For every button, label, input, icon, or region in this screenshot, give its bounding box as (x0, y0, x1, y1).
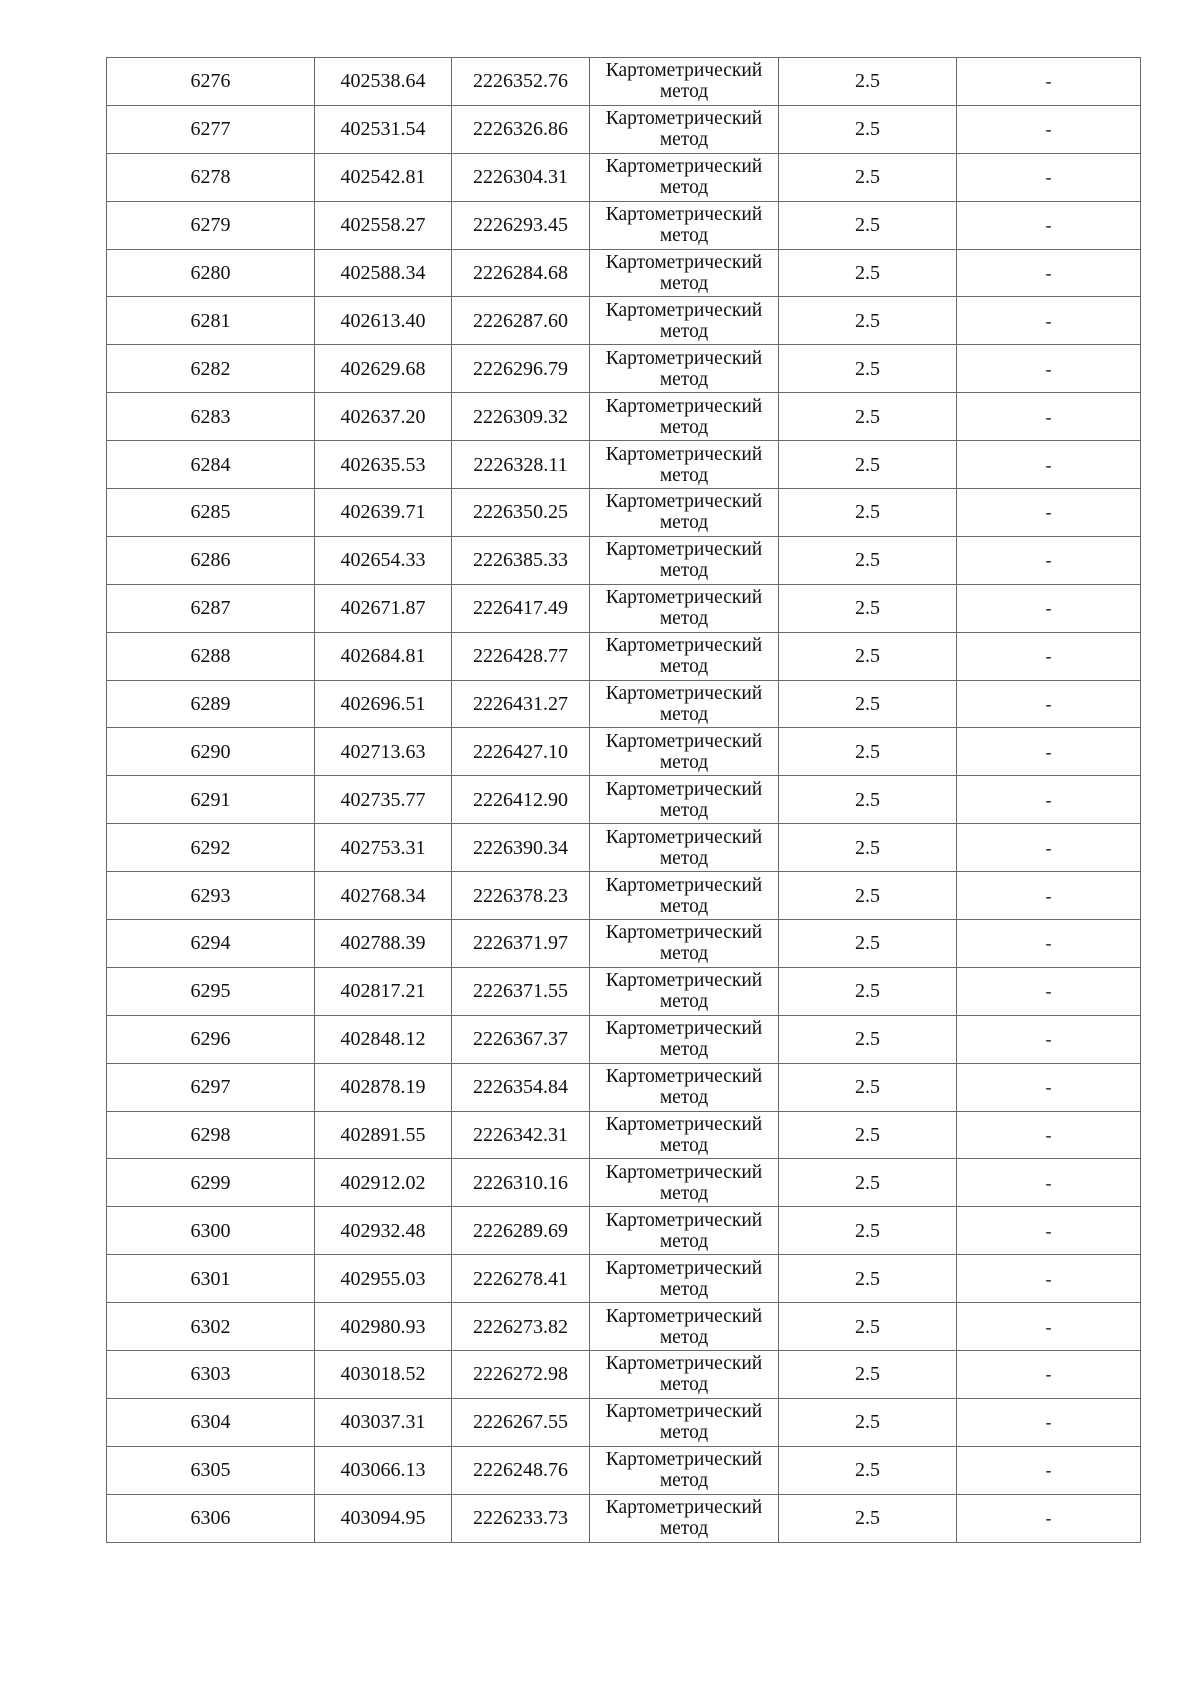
method-label-line1: Картометрический (605, 491, 763, 513)
accuracy-cell: 2.5 (779, 489, 957, 537)
method-label-line1: Картометрический (605, 874, 763, 896)
y-coordinate-cell: 2226390.34 (452, 824, 590, 872)
table-row (107, 967, 1141, 1015)
point-number-cell: 6287 (107, 584, 315, 632)
method-label-line1: Картометрический (605, 587, 763, 609)
point-number-cell: 6305 (107, 1446, 315, 1494)
y-coordinate-cell: 2226273.82 (452, 1303, 590, 1351)
accuracy-cell: 2.5 (779, 345, 957, 393)
x-coordinate-cell: 402635.53 (315, 441, 452, 489)
x-coordinate-cell: 402542.81 (315, 153, 452, 201)
method-label-line2: метод (659, 847, 709, 869)
x-coordinate-cell: 402768.34 (315, 872, 452, 920)
x-coordinate-cell: 402613.40 (315, 297, 452, 345)
table-row (107, 1446, 1141, 1494)
method-label-line1: Картометрический (605, 108, 763, 130)
method-label-line2: метод (659, 1230, 709, 1252)
method-label-line2: метод (659, 560, 709, 582)
note-cell: - (957, 1063, 1141, 1111)
point-number-cell: 6278 (107, 153, 315, 201)
method-label-line1: Картометрический (605, 252, 763, 273)
y-coordinate-cell: 2226284.68 (452, 249, 590, 297)
method-label-line1: Картометрический (605, 730, 763, 752)
table-row (107, 441, 1141, 489)
table-row (107, 1063, 1141, 1111)
accuracy-cell: 2.5 (779, 728, 957, 776)
y-coordinate-cell: 2226248.76 (452, 1446, 590, 1494)
point-number-cell: 6285 (107, 489, 315, 537)
table-row (107, 872, 1141, 920)
y-coordinate-cell: 2226296.79 (452, 345, 590, 393)
coordinates-table (106, 57, 1141, 1543)
method-label-line1: Картометрический (605, 1209, 763, 1231)
method-cell (590, 441, 779, 489)
table-row (107, 345, 1141, 393)
method-cell (590, 1207, 779, 1255)
method-cell (590, 1494, 779, 1542)
accuracy-cell: 2.5 (779, 1351, 957, 1399)
method-cell (590, 105, 779, 153)
method-label-line1: Картометрический (605, 635, 763, 657)
y-coordinate-cell: 2226417.49 (452, 584, 590, 632)
accuracy-cell: 2.5 (779, 1015, 957, 1063)
note-cell: - (957, 297, 1141, 345)
method-label-line1: Картометрический (605, 539, 763, 561)
y-coordinate-cell: 2226371.97 (452, 920, 590, 968)
method-cell (590, 824, 779, 872)
point-number-cell: 6280 (107, 249, 315, 297)
method-label-line2: метод (659, 1374, 709, 1396)
point-number-cell: 6304 (107, 1398, 315, 1446)
method-label-line2: метод (659, 129, 709, 151)
accuracy-cell: 2.5 (779, 105, 957, 153)
x-coordinate-cell: 402912.02 (315, 1159, 452, 1207)
point-number-cell: 6291 (107, 776, 315, 824)
accuracy-cell: 2.5 (779, 1398, 957, 1446)
x-coordinate-cell: 402891.55 (315, 1111, 452, 1159)
x-coordinate-cell: 402629.68 (315, 345, 452, 393)
x-coordinate-cell: 402848.12 (315, 1015, 452, 1063)
method-cell (590, 584, 779, 632)
method-cell (590, 1063, 779, 1111)
note-cell: - (957, 1494, 1141, 1542)
method-cell (590, 1351, 779, 1399)
point-number-cell: 6289 (107, 680, 315, 728)
method-cell (590, 632, 779, 680)
table-row (107, 680, 1141, 728)
note-cell: - (957, 1159, 1141, 1207)
method-cell (590, 920, 779, 968)
coordinates-table-body (107, 58, 1141, 1543)
y-coordinate-cell: 2226371.55 (452, 967, 590, 1015)
method-cell (590, 776, 779, 824)
method-cell (590, 1015, 779, 1063)
point-number-cell: 6288 (107, 632, 315, 680)
method-cell (590, 967, 779, 1015)
table-row (107, 824, 1141, 872)
table-row (107, 1303, 1141, 1351)
method-label-line1: Картометрический (605, 683, 763, 705)
accuracy-cell: 2.5 (779, 297, 957, 345)
y-coordinate-cell: 2226367.37 (452, 1015, 590, 1063)
x-coordinate-cell: 403037.31 (315, 1398, 452, 1446)
y-coordinate-cell: 2226342.31 (452, 1111, 590, 1159)
method-cell (590, 1303, 779, 1351)
method-cell (590, 249, 779, 297)
table-row (107, 1015, 1141, 1063)
point-number-cell: 6302 (107, 1303, 315, 1351)
point-number-cell: 6282 (107, 345, 315, 393)
accuracy-cell: 2.5 (779, 249, 957, 297)
method-cell (590, 728, 779, 776)
x-coordinate-cell: 402696.51 (315, 680, 452, 728)
x-coordinate-cell: 402654.33 (315, 536, 452, 584)
method-label-line2: метод (659, 1087, 709, 1109)
note-cell: - (957, 1398, 1141, 1446)
method-label-line2: метод (659, 1278, 709, 1300)
point-number-cell: 6299 (107, 1159, 315, 1207)
note-cell: - (957, 1351, 1141, 1399)
y-coordinate-cell: 2226354.84 (452, 1063, 590, 1111)
accuracy-cell: 2.5 (779, 584, 957, 632)
accuracy-cell: 2.5 (779, 153, 957, 201)
table-row (107, 536, 1141, 584)
y-coordinate-cell: 2226385.33 (452, 536, 590, 584)
method-cell (590, 1398, 779, 1446)
method-label-line1: Картометрический (605, 1353, 763, 1375)
accuracy-cell: 2.5 (779, 1303, 957, 1351)
table-row (107, 920, 1141, 968)
accuracy-cell: 2.5 (779, 872, 957, 920)
method-cell (590, 1111, 779, 1159)
x-coordinate-cell: 403066.13 (315, 1446, 452, 1494)
method-cell (590, 153, 779, 201)
method-label-line1: Картометрический (605, 1066, 763, 1088)
method-label-line2: метод (659, 1326, 709, 1348)
method-label-line1: Картометрический (605, 826, 763, 848)
table-row (107, 1398, 1141, 1446)
note-cell: - (957, 201, 1141, 249)
x-coordinate-cell: 402980.93 (315, 1303, 452, 1351)
method-cell (590, 680, 779, 728)
note-cell: - (957, 58, 1141, 106)
point-number-cell: 6294 (107, 920, 315, 968)
method-label-line2: метод (659, 416, 709, 438)
method-cell (590, 872, 779, 920)
note-cell: - (957, 536, 1141, 584)
table-row (107, 1207, 1141, 1255)
x-coordinate-cell: 402788.39 (315, 920, 452, 968)
table-row (107, 1255, 1141, 1303)
accuracy-cell: 2.5 (779, 536, 957, 584)
method-cell (590, 489, 779, 537)
x-coordinate-cell: 402671.87 (315, 584, 452, 632)
y-coordinate-cell: 2226431.27 (452, 680, 590, 728)
accuracy-cell: 2.5 (779, 776, 957, 824)
y-coordinate-cell: 2226304.31 (452, 153, 590, 201)
note-cell: - (957, 584, 1141, 632)
y-coordinate-cell: 2226328.11 (452, 441, 590, 489)
accuracy-cell: 2.5 (779, 1207, 957, 1255)
accuracy-cell: 2.5 (779, 201, 957, 249)
point-number-cell: 6277 (107, 105, 315, 153)
point-number-cell: 6300 (107, 1207, 315, 1255)
y-coordinate-cell: 2226293.45 (452, 201, 590, 249)
note-cell: - (957, 1015, 1141, 1063)
method-label-line2: метод (659, 704, 709, 726)
x-coordinate-cell: 402637.20 (315, 393, 452, 441)
note-cell: - (957, 441, 1141, 489)
y-coordinate-cell: 2226326.86 (452, 105, 590, 153)
y-coordinate-cell: 2226378.23 (452, 872, 590, 920)
point-number-cell: 6283 (107, 393, 315, 441)
accuracy-cell: 2.5 (779, 441, 957, 489)
x-coordinate-cell: 402684.81 (315, 632, 452, 680)
method-label-line2: метод (659, 799, 709, 821)
point-number-cell: 6276 (107, 58, 315, 106)
method-label-line1: Картометрический (605, 1497, 763, 1519)
point-number-cell: 6281 (107, 297, 315, 345)
table-row (107, 58, 1141, 106)
method-label-line1: Картометрический (605, 204, 763, 226)
method-label-line1: Картометрический (605, 1257, 763, 1279)
note-cell: - (957, 776, 1141, 824)
note-cell: - (957, 1111, 1141, 1159)
y-coordinate-cell: 2226278.41 (452, 1255, 590, 1303)
point-number-cell: 6292 (107, 824, 315, 872)
x-coordinate-cell: 402735.77 (315, 776, 452, 824)
method-label-line1: Картометрический (605, 1305, 763, 1327)
accuracy-cell: 2.5 (779, 58, 957, 106)
accuracy-cell: 2.5 (779, 680, 957, 728)
x-coordinate-cell: 402588.34 (315, 249, 452, 297)
table-row (107, 297, 1141, 345)
point-number-cell: 6301 (107, 1255, 315, 1303)
x-coordinate-cell: 402817.21 (315, 967, 452, 1015)
x-coordinate-cell: 402558.27 (315, 201, 452, 249)
x-coordinate-cell: 403094.95 (315, 1494, 452, 1542)
accuracy-cell: 2.5 (779, 1063, 957, 1111)
method-cell (590, 345, 779, 393)
method-label-line2: метод (659, 1470, 709, 1492)
method-label-line2: метод (659, 1422, 709, 1444)
x-coordinate-cell: 402639.71 (315, 489, 452, 537)
method-label-line1: Картометрический (605, 1114, 763, 1136)
table-row (107, 632, 1141, 680)
method-cell (590, 58, 779, 106)
method-label-line2: метод (659, 1518, 709, 1540)
method-label-line2: метод (659, 368, 709, 390)
table-row (107, 105, 1141, 153)
method-label-line2: метод (659, 81, 709, 103)
method-label-line1: Картометрический (605, 395, 763, 417)
method-label-line2: метод (659, 895, 709, 917)
method-cell (590, 536, 779, 584)
method-label-line1: Картометрический (605, 1449, 763, 1471)
method-label-line1: Картометрический (605, 347, 763, 369)
note-cell: - (957, 680, 1141, 728)
note-cell: - (957, 1446, 1141, 1494)
method-label-line1: Картометрический (605, 60, 763, 82)
method-label-line2: метод (659, 751, 709, 773)
table-row (107, 776, 1141, 824)
accuracy-cell: 2.5 (779, 1494, 957, 1542)
method-label-line2: метод (659, 1135, 709, 1157)
method-label-line2: метод (659, 225, 709, 247)
method-label-line1: Картометрический (605, 1161, 763, 1183)
point-number-cell: 6293 (107, 872, 315, 920)
note-cell: - (957, 967, 1141, 1015)
method-label-line1: Картометрический (605, 922, 763, 944)
note-cell: - (957, 1303, 1141, 1351)
method-label-line2: метод (659, 1039, 709, 1061)
y-coordinate-cell: 2226272.98 (452, 1351, 590, 1399)
note-cell: - (957, 920, 1141, 968)
note-cell: - (957, 105, 1141, 153)
x-coordinate-cell: 402878.19 (315, 1063, 452, 1111)
table-row (107, 393, 1141, 441)
table-row (107, 584, 1141, 632)
note-cell: - (957, 632, 1141, 680)
method-cell (590, 393, 779, 441)
y-coordinate-cell: 2226309.32 (452, 393, 590, 441)
x-coordinate-cell: 402531.54 (315, 105, 452, 153)
x-coordinate-cell: 403018.52 (315, 1351, 452, 1399)
point-number-cell: 6295 (107, 967, 315, 1015)
y-coordinate-cell: 2226350.25 (452, 489, 590, 537)
method-label-line2: метод (659, 177, 709, 199)
point-number-cell: 6286 (107, 536, 315, 584)
table-row (107, 728, 1141, 776)
method-label-line2: метод (659, 512, 709, 534)
x-coordinate-cell: 402955.03 (315, 1255, 452, 1303)
x-coordinate-cell: 402713.63 (315, 728, 452, 776)
method-cell (590, 1446, 779, 1494)
x-coordinate-cell: 402753.31 (315, 824, 452, 872)
accuracy-cell: 2.5 (779, 920, 957, 968)
method-label-line2: метод (659, 320, 709, 342)
accuracy-cell: 2.5 (779, 393, 957, 441)
note-cell: - (957, 249, 1141, 297)
accuracy-cell: 2.5 (779, 1446, 957, 1494)
method-label-line2: метод (659, 656, 709, 678)
method-cell (590, 1159, 779, 1207)
accuracy-cell: 2.5 (779, 1111, 957, 1159)
y-coordinate-cell: 2226267.55 (452, 1398, 590, 1446)
point-number-cell: 6284 (107, 441, 315, 489)
method-cell (590, 297, 779, 345)
accuracy-cell: 2.5 (779, 632, 957, 680)
accuracy-cell: 2.5 (779, 824, 957, 872)
point-number-cell: 6306 (107, 1494, 315, 1542)
table-row (107, 201, 1141, 249)
y-coordinate-cell: 2226233.73 (452, 1494, 590, 1542)
accuracy-cell: 2.5 (779, 1159, 957, 1207)
note-cell: - (957, 872, 1141, 920)
y-coordinate-cell: 2226428.77 (452, 632, 590, 680)
note-cell: - (957, 345, 1141, 393)
y-coordinate-cell: 2226289.69 (452, 1207, 590, 1255)
method-label-line1: Картометрический (605, 443, 763, 465)
method-label-line2: метод (659, 991, 709, 1013)
method-label-line2: метод (659, 464, 709, 486)
y-coordinate-cell: 2226412.90 (452, 776, 590, 824)
point-number-cell: 6297 (107, 1063, 315, 1111)
method-cell (590, 1255, 779, 1303)
point-number-cell: 6303 (107, 1351, 315, 1399)
point-number-cell: 6279 (107, 201, 315, 249)
method-label-line1: Картометрический (605, 970, 763, 992)
note-cell: - (957, 1255, 1141, 1303)
accuracy-cell: 2.5 (779, 967, 957, 1015)
y-coordinate-cell: 2226352.76 (452, 58, 590, 106)
method-label-line1: Картометрический (605, 299, 763, 321)
note-cell: - (957, 153, 1141, 201)
table-row (107, 1351, 1141, 1399)
method-label-line2: метод (659, 1182, 709, 1204)
point-number-cell: 6296 (107, 1015, 315, 1063)
y-coordinate-cell: 2226287.60 (452, 297, 590, 345)
note-cell: - (957, 1207, 1141, 1255)
method-label-line1: Картометрический (605, 1401, 763, 1423)
point-number-cell: 6290 (107, 728, 315, 776)
y-coordinate-cell: 2226427.10 (452, 728, 590, 776)
table-row (107, 489, 1141, 537)
y-coordinate-cell: 2226310.16 (452, 1159, 590, 1207)
note-cell: - (957, 824, 1141, 872)
note-cell: - (957, 728, 1141, 776)
note-cell: - (957, 393, 1141, 441)
method-cell (590, 201, 779, 249)
method-label-line1: Картометрический (605, 1018, 763, 1040)
note-cell: - (957, 489, 1141, 537)
table-row (107, 249, 1141, 297)
table-row (107, 1494, 1141, 1542)
method-label-line2: метод (659, 608, 709, 630)
table-row (107, 1111, 1141, 1159)
table-row (107, 1159, 1141, 1207)
point-number-cell: 6298 (107, 1111, 315, 1159)
method-label-line1: Картометрический (605, 778, 763, 800)
method-label-line2: метод (659, 273, 709, 294)
accuracy-cell: 2.5 (779, 1255, 957, 1303)
method-label-line2: метод (659, 943, 709, 965)
x-coordinate-cell: 402538.64 (315, 58, 452, 106)
method-label-line1: Картометрический (605, 156, 763, 178)
table-row (107, 153, 1141, 201)
x-coordinate-cell: 402932.48 (315, 1207, 452, 1255)
